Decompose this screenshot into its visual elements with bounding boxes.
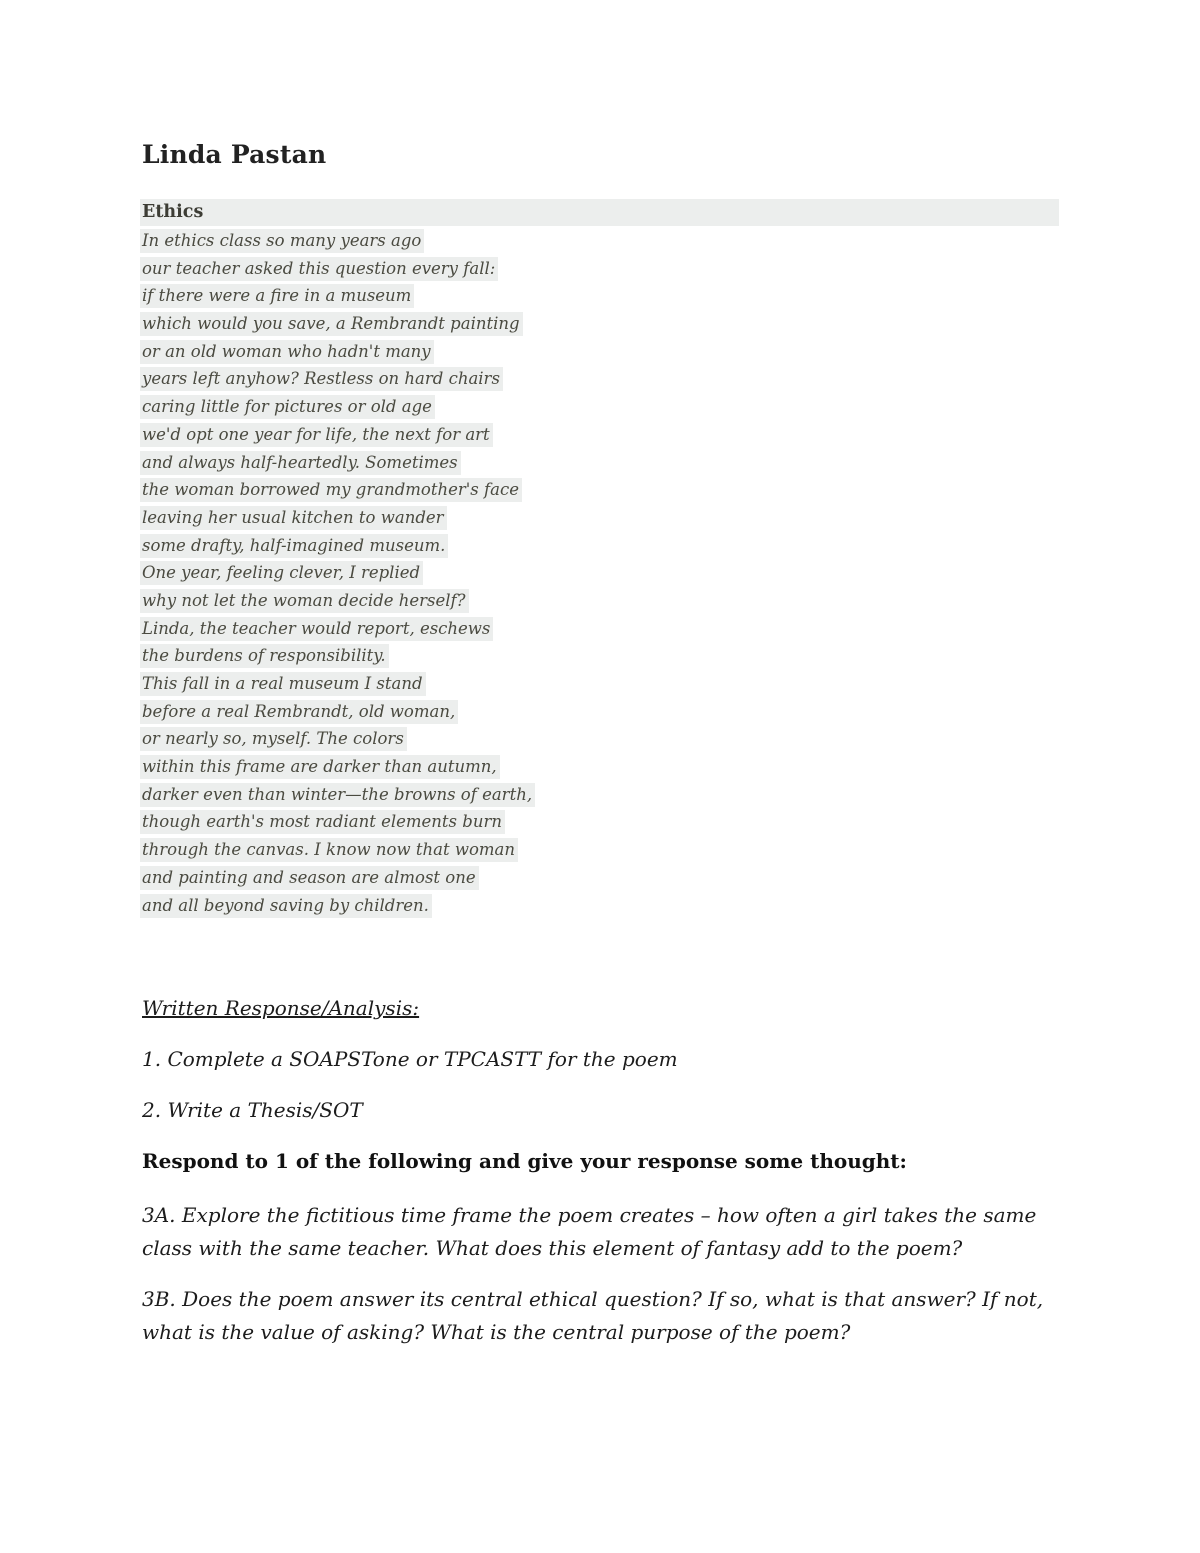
poem-line: caring little for pictures or old age (140, 393, 535, 421)
poem-line: or an old woman who hadn't many (140, 338, 535, 366)
question-1: 1. Complete a SOAPSTone or TPCASTT for the poem (142, 1047, 678, 1071)
poem-line: which would you save, a Rembrandt painting (140, 310, 535, 338)
poem-line: through the canvas. I know now that woman (140, 836, 535, 864)
poem-body (140, 227, 535, 919)
poem-line: some drafty, half-imagined museum. (140, 532, 535, 560)
poem-line: Linda, the teacher would report, eschews (140, 615, 535, 643)
question-3a: 3A. Explore the fictitious time frame the poem creates – how often a girl takes the same class with the same teacher. What does this element of fantasy add to the poem? (142, 1203, 1037, 1260)
poem-line: within this frame are darker than autumn, (140, 753, 535, 781)
written-response-heading: Written Response/Analysis: (142, 996, 420, 1020)
poem-line: and painting and season are almost one (140, 864, 535, 892)
respond-prompt: Respond to 1 of the following and give your response some thought: (142, 1149, 907, 1173)
poem-line: and all beyond saving by children. (140, 892, 535, 920)
poem-line: the woman borrowed my grandmother's face (140, 476, 535, 504)
poem-line: before a real Rembrandt, old woman, (140, 698, 535, 726)
poem-line: darker even than winter—the browns of earth, (140, 781, 535, 809)
poem-line: our teacher asked this question every fall: (140, 255, 535, 283)
poem-line: leaving her usual kitchen to wander (140, 504, 535, 532)
poem-line: years left anyhow? Restless on hard chairs (140, 365, 535, 393)
poem-line: This fall in a real museum I stand (140, 670, 535, 698)
author-name: Linda Pastan (142, 140, 327, 169)
poem-line: or nearly so, myself. The colors (140, 725, 535, 753)
poem-line: why not let the woman decide herself? (140, 587, 535, 615)
poem-line: though earth's most radiant elements burn (140, 808, 535, 836)
poem-line: we'd opt one year for life, the next for art (140, 421, 535, 449)
poem-line: if there were a fire in a museum (140, 282, 535, 310)
poem-line: the burdens of responsibility. (140, 642, 535, 670)
poem-title-highlight (140, 199, 1059, 226)
question-2: 2. Write a Thesis/SOT (142, 1098, 363, 1122)
poem-line: One year, feeling clever, I replied (140, 559, 535, 587)
question-3b: 3B. Does the poem answer its central ethical question? If so, what is that answer? If not, what is the value of asking? What is the central purpose of the poem? (142, 1287, 1044, 1344)
poem-title: Ethics (142, 202, 204, 222)
poem-line: In ethics class so many years ago (140, 227, 535, 255)
poem-line: and always half-heartedly. Sometimes (140, 449, 535, 477)
